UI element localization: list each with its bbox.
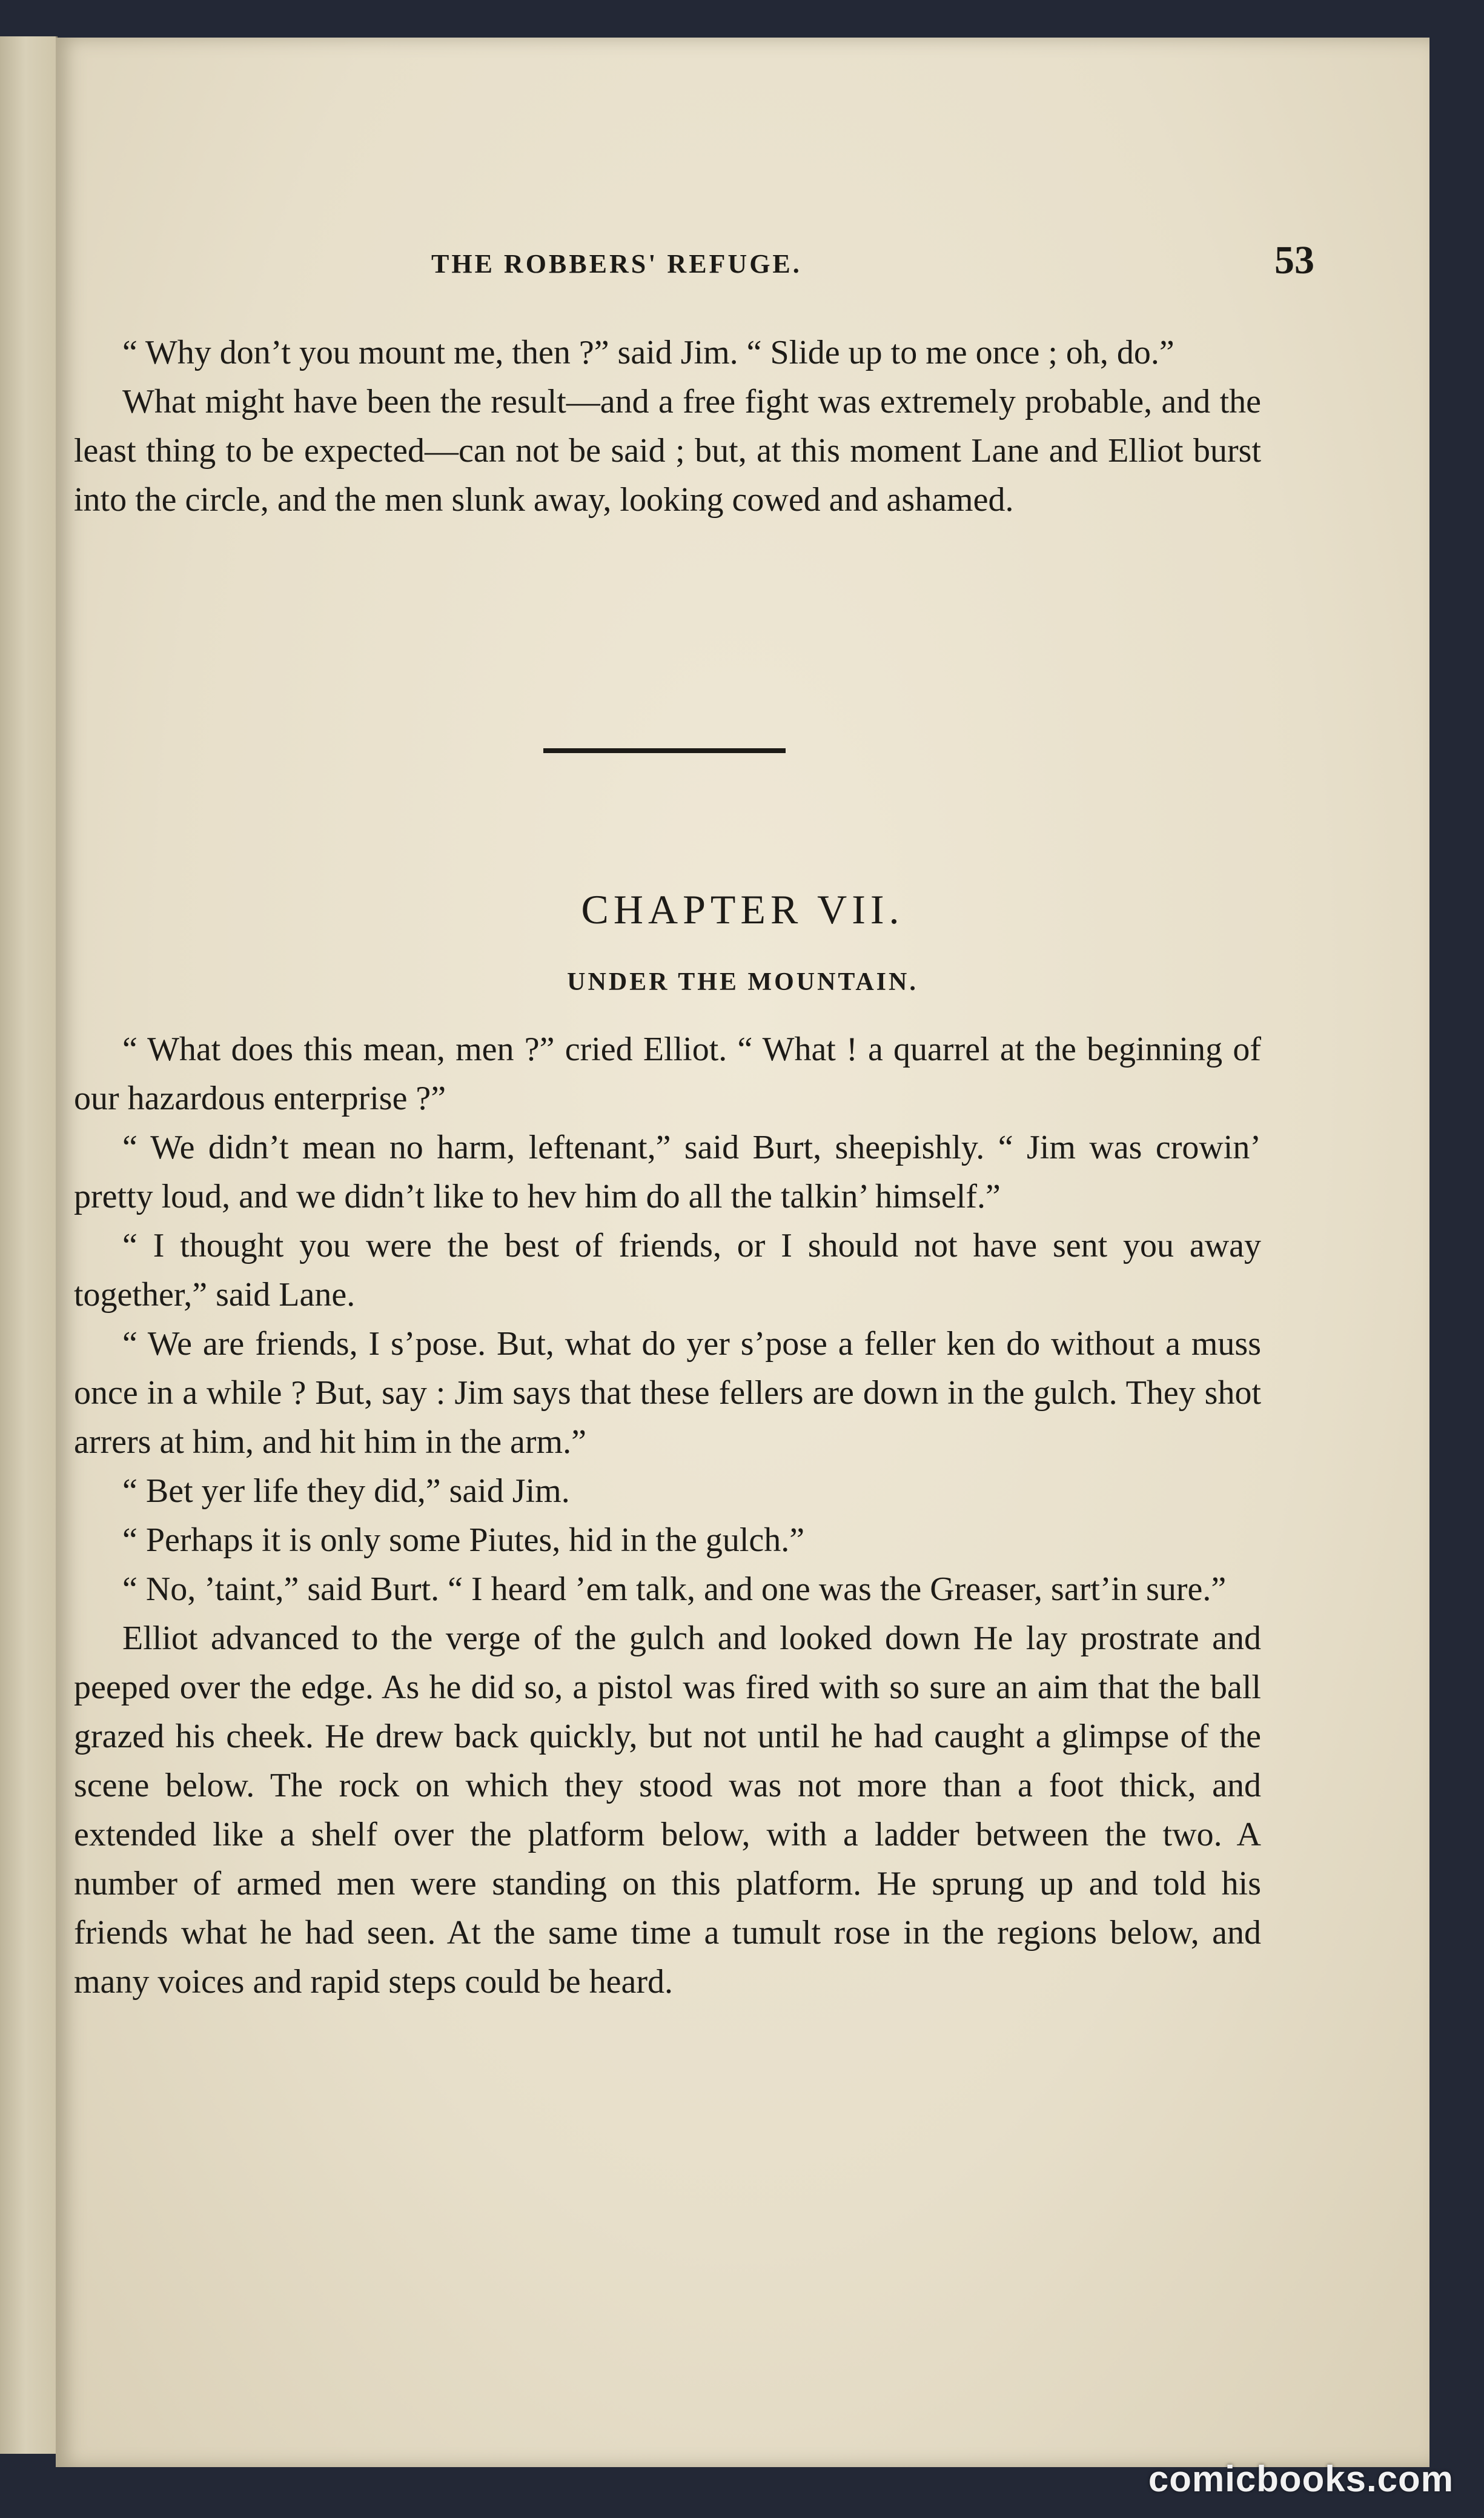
paragraph: “ Why don’t you mount me, then ?” said Jim. “ Slide up to me once ; oh, do.” [122,334,1174,371]
paragraph: “ What does this mean, men ?” cried Elliot. “ What ! a quarrel at the beginning of our hazardous enterprise ?” [74,1031,1261,1117]
running-title: THE ROBBERS' REFUGE. [431,249,802,279]
book-page [56,38,1429,2467]
chapter-title: CHAPTER VII. [581,886,904,932]
chapter-subtitle: UNDER THE MOUNTAIN. [567,968,918,996]
paragraph: “ Perhaps it is only some Piutes, hid in the gulch.” [122,1521,805,1559]
paragraph: “ We didn’t mean no harm, leftenant,” said Burt, sheepishly. “ Jim was crowin’ pretty loud, and we didn’t like to hev him do all the talkin’ himself.” [74,1129,1261,1215]
paragraph: “ We are friends, I s’pose. But, what do yer s’pose a feller ken do without a muss once in a while ? But, say : Jim says that these fellers are down in the gulch. They shot arrers at him, and hit him in the arm.” [74,1325,1261,1461]
previous-page-edge [0,36,58,2454]
paragraph: “ No, ’taint,” said Burt. “ I heard ’em talk, and one was the Greaser, sart’in sure.” [122,1570,1227,1608]
paragraph: Elliot advanced to the verge of the gulch and looked down He lay prostrate and peeped over the edge. As he did so, a pistol was fired with so sure an aim that the ball grazed his cheek. He drew back quickly, but not until he had caught a glimpse of the scene below. The rock on which they stood was not more than a foot thick, and extended like a shelf over the platform below, with a ladder between the two. A number of armed men were standing on this platform. He sprung up and told his friends what he had seen. At the same time a tumult rose in the regions below, and many voices and rapid steps could be heard. [74,1619,1261,2001]
text-block-before-chapter [74,328,1261,525]
page-header [56,238,1429,292]
watermark: comicbooks.com [1148,2459,1454,2499]
page-number: 53 [1274,238,1314,282]
section-divider [543,748,786,753]
paragraph: What might have been the result—and a free fight was extremely probable, and the least thing to be expected—can not be said ; but, at this moment Lane and Elliot burst into the circle, and the men slunk away, looking cowed and ashamed. [74,383,1261,519]
paragraph: “ Bet yer life they did,” said Jim. [122,1472,570,1510]
chapter-text [74,1025,1261,2007]
paragraph: “ I thought you were the best of friends, or I should not have sent you away together,” said Lane. [74,1227,1261,1314]
